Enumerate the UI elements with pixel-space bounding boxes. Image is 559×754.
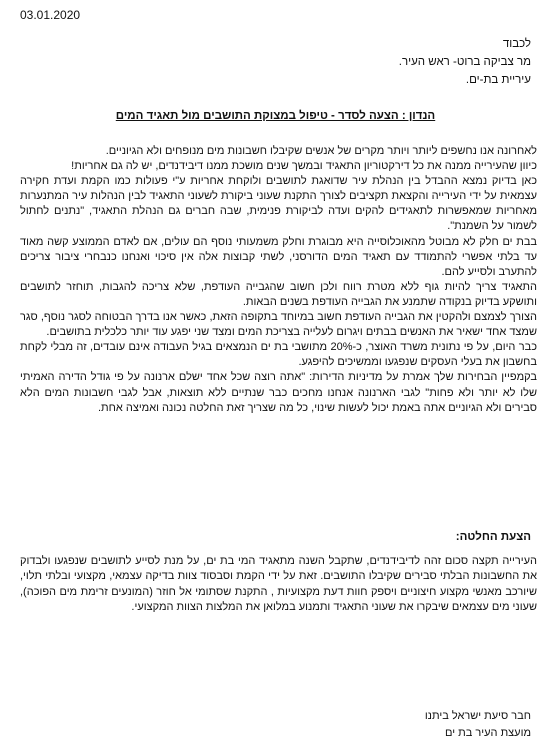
signature-block xyxy=(291,708,531,742)
address-line-name: מר צביקה ברוט- ראש העיר. xyxy=(398,56,531,68)
body-paragraph: כיוון שהעירייה ממנה את כל דירקטוריון התאגיד ובמשך שנים מושכת ממנו דיבידנדים, יש לה גם אחריות! xyxy=(71,160,537,173)
letter-body xyxy=(20,144,537,416)
recipient-address xyxy=(331,35,531,89)
letter-date: 03.01.2020 xyxy=(20,8,81,22)
body-paragraph: הצורך לצמצם ולהקטין את הגבייה העודפת חשוב במיוחד בתקופה הזאת, כאשר אנו בדרך הבטוחה לסגר נוסף, סגר שמצד אחד ישאיר את האנשים בבתים ויגרום לעלייה בצריכת המים ומצד שני יפגע עוד יותר כלכלית בתושבים. xyxy=(20,311,537,339)
decision-heading: הצעת החלטה: xyxy=(455,531,531,543)
body-paragraph: כאן בדיוק נמצא ההבדל בין הנהלת עיר שדואגת לתושבים ולוקחת אחריות ע"י פעולות כמו הקמת ועדת חקירה עצמאית על ידי העירייה והקצאת תקציבים לצורך התקנת שעוני ביקורת לשעוני התאגיד לבין הנהלות עיר המתנערות מאחריות שמאפשרות לתאגידים להקים ועדה לביקורת פנימית, שבה חברים גם הנהלת התאגיד, "נתנים לחתול לשמור על השמנת". xyxy=(20,175,537,233)
letter-subject: הנדון : הצעה לסדר - טיפול במצוקת התושבים מול תאגיד המים xyxy=(115,110,436,122)
body-paragraph: בבת ים חלק לא מבוטל מהאוכלוסייה היא מבוגרת וחלק משמעותי נוסף הם עולים, אם לאדם הממוצע קשה מאוד עד בלתי אפשרי להתמודד עם תאגיד המים הדורסני, לשתי קבוצות אלה אין סיכוי ואנחנו כנבחרי ציבור צריכים להתערב ולסייע להם. xyxy=(20,235,537,278)
body-paragraph: כבר היום, על פי נתונית משרד האוצר, כ-20% מתושבי בת ים הנמצאים בגיל העבודה אינם עובדים, זה מבלי לקחת בחשבון את בעלי העסקים שנפגעו וממשיכים להיפגע. xyxy=(20,341,537,369)
body-paragraph: בקמפיין הבחירות שלך אמרת על מדיניות הדירות: "אתה רוצה שכל אחד ישלם ארנונה על פי גודל הדירה האמיתי שלו לא יותר ולא פחות" לגבי הארנונה אנחנו מחכים כבר שנתיים ללא תוצאות, אבל לגבי חשבונות המים הלא סבירים ולא הגיוניים אתה באמת יכול לעשות שינוי, כל מה שצריך זאת החלטה נכונה ואמיצה אחת. xyxy=(20,371,537,414)
signature-line-faction: חבר סיעת ישראל ביתנו xyxy=(424,710,531,722)
body-paragraph: התאגיד צריך להיות גוף ללא מטרת רווח ולכן חשוב שהגבייה העודפת, שלא צריכה להגבות, תוחזר לתושבים ותושקע בדיוק בנקודה שתמנע את הגבייה העודפת בשנים הבאות. xyxy=(20,280,537,308)
decision-text: העירייה תקצה סכום זהה לדיבידנדים, שתקבל השנה מתאגיד המי בת ים, על מנת לסייע לתושבים שנפגעו ולבדוק את החשבונות הבלתי סבירים שקיבלו התושבים. זאת על ידי הקמת וסבסוד צוות בדיקה עצמאי, מקצועי ובלתי תלוי, שיורכב מאנשי מקצוע חיצוניים ויספק חוות דעת מקצועיות , התקנת שסתומי אל חוזר (המונעים זרימת מים הפוכה), שעוני מים עצמאים שיבקרו את שעוני התאגיד ותמנוע במלואן את המלצות הצוות המקצועי. xyxy=(20,555,537,613)
address-line-salutation: לכבוד xyxy=(502,38,531,50)
body-paragraph: לאחרונה אנו נחשפים ליותר ויותר מקרים של אנשים שקיבלו חשבונות מים מנופחים ולא הגיוניים. xyxy=(105,145,537,157)
address-line-municipality: עיריית בת-ים. xyxy=(465,74,531,86)
signature-line-council: מועצת העיר בת ים xyxy=(445,727,531,739)
